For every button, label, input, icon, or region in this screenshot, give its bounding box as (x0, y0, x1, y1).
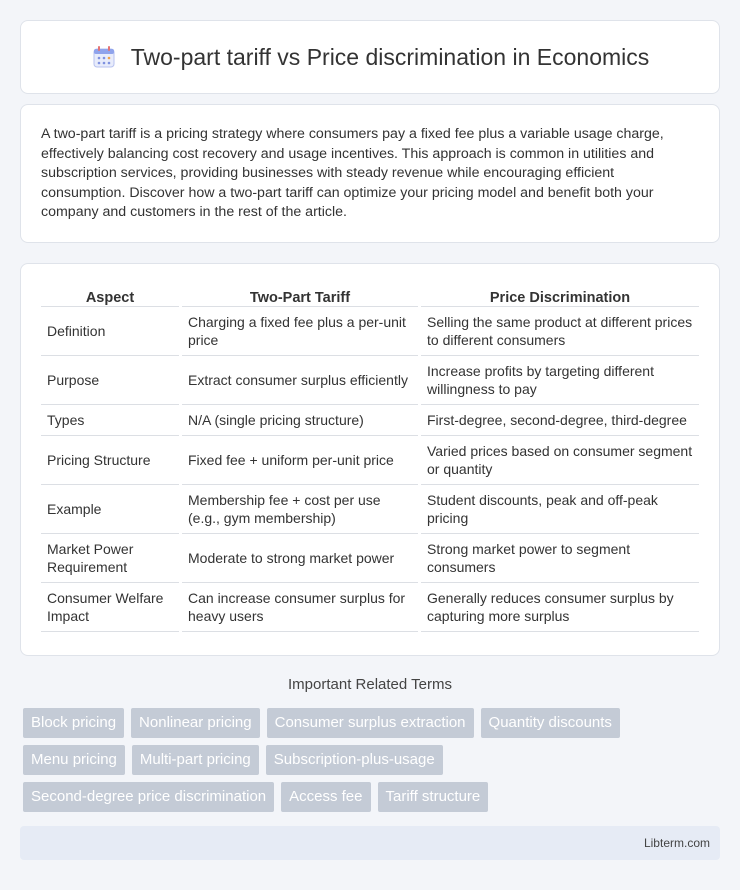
tag-nonlinear-pricing[interactable]: Nonlinear pricing (131, 708, 260, 738)
footer (20, 826, 720, 860)
table-cell: Strong market power to segment consumers (421, 534, 699, 583)
table-cell: Varied prices based on consumer segment or quantity (421, 436, 699, 485)
title-card (20, 20, 720, 94)
table-cell: First-degree, second-degree, third-degree (421, 405, 699, 436)
table-cell: Fixed fee + uniform per-unit price (182, 436, 418, 485)
table-row (41, 356, 699, 405)
table-row (41, 436, 699, 485)
table-cell: Market Power Requirement (41, 534, 179, 583)
comparison-table-card (20, 263, 720, 656)
tag-row (23, 745, 723, 775)
table-cell: Pricing Structure (41, 436, 179, 485)
table-cell: Selling the same product at different prices to different consumers (421, 307, 699, 356)
page-title: Two-part tariff vs Price discrimination in Economics (130, 43, 650, 70)
tag-row (23, 782, 723, 812)
table-row (41, 405, 699, 436)
tag-consumer-surplus-extraction[interactable]: Consumer surplus extraction (267, 708, 474, 738)
table-cell: Purpose (41, 356, 179, 405)
table-cell: Generally reduces consumer surplus by capturing more surplus (421, 583, 699, 632)
table-cell: Charging a fixed fee plus a per-unit price (182, 307, 418, 356)
intro-text: A two-part tariff is a pricing strategy where consumers pay a fixed fee plus a variable usage charge, effectively balancing cost recovery and usage incentives. This approach is common in utilities and subscription services, providing businesses with steady revenue while encouraging efficient consumption. Discover how a two-part tariff can optimize your pricing model and benefit both your company and customers in the rest of the article. (41, 126, 664, 220)
column-header: Aspect (41, 286, 179, 307)
table-cell: Types (41, 405, 179, 436)
tag-block-pricing[interactable]: Block pricing (23, 708, 124, 738)
tag-quantity-discounts[interactable]: Quantity discounts (481, 708, 620, 738)
table-row (41, 485, 699, 534)
table-header-row (41, 286, 699, 307)
calendar-icon (91, 44, 117, 70)
tag-multi-part-pricing[interactable]: Multi-part pricing (132, 745, 259, 775)
column-header: Price Discrimination (421, 286, 699, 307)
table-row (41, 583, 699, 632)
tag-menu-pricing[interactable]: Menu pricing (23, 745, 125, 775)
footer-site-link[interactable]: Libterm.com (643, 836, 710, 850)
table-row (41, 307, 699, 356)
intro-card (20, 104, 720, 243)
related-terms-tags (23, 708, 723, 819)
table-cell: Moderate to strong market power (182, 534, 418, 583)
tag-tariff-structure[interactable]: Tariff structure (378, 782, 489, 812)
table-cell: Increase profits by targeting different willingness to pay (421, 356, 699, 405)
table-cell: Consumer Welfare Impact (41, 583, 179, 632)
table-cell: Definition (41, 307, 179, 356)
table-cell: Example (41, 485, 179, 534)
table-cell: Extract consumer surplus efficiently (182, 356, 418, 405)
table-cell: Can increase consumer surplus for heavy users (182, 583, 418, 632)
tag-second-degree-price-discrimination[interactable]: Second-degree price discrimination (23, 782, 274, 812)
tag-subscription-plus-usage[interactable]: Subscription-plus-usage (266, 745, 443, 775)
table-cell: N/A (single pricing structure) (182, 405, 418, 436)
table-row (41, 534, 699, 583)
tag-access-fee[interactable]: Access fee (281, 782, 370, 812)
tag-row (23, 708, 723, 738)
table-cell: Membership fee + cost per use (e.g., gym membership) (182, 485, 418, 534)
column-header: Two-Part Tariff (182, 286, 418, 307)
table-cell: Student discounts, peak and off-peak pricing (421, 485, 699, 534)
comparison-table (38, 286, 702, 632)
related-terms-title: Important Related Terms (288, 676, 452, 693)
